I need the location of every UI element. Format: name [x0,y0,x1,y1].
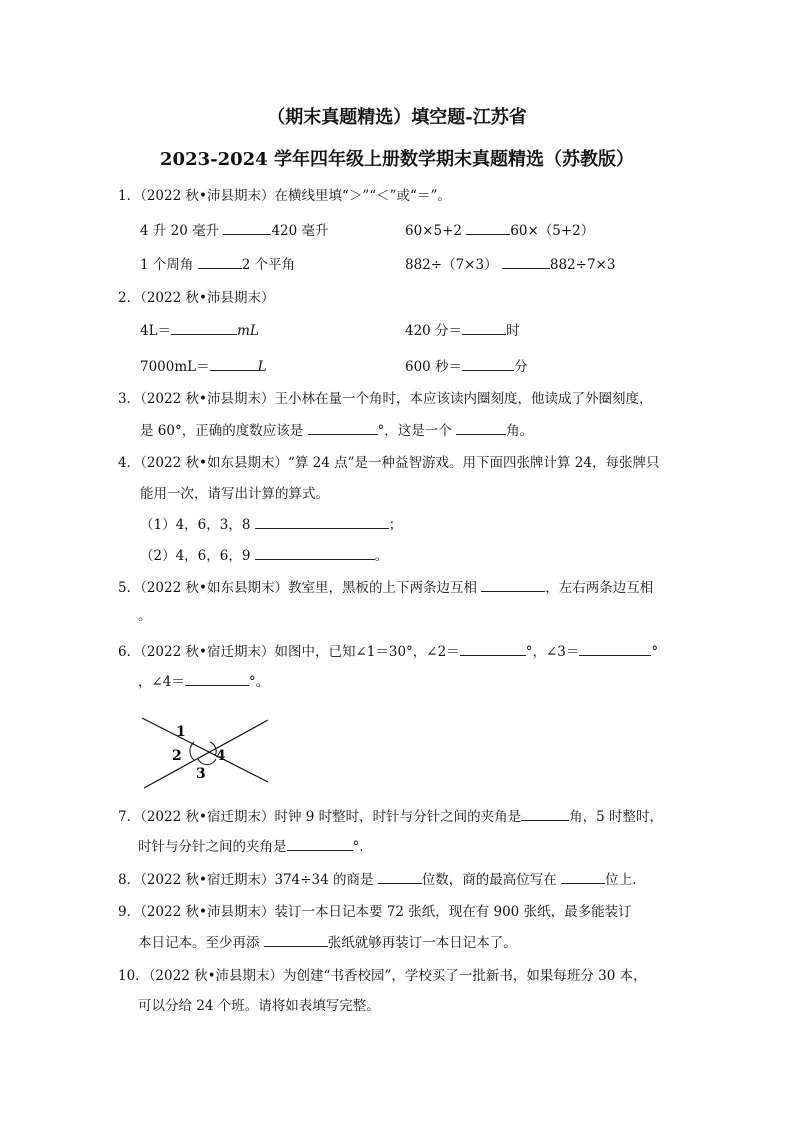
answer-blank[interactable] [462,356,514,371]
question-5-line2: 。 [138,608,152,624]
q1-item-c [140,254,295,275]
question-7-line2 [138,836,364,857]
item-text: 时 [506,323,520,339]
item-text: L [257,359,267,375]
q1-item-a [140,220,329,241]
answer-blank[interactable] [198,254,242,269]
question-number: 8． [118,872,141,888]
q4-sub-1 [140,514,402,535]
item-text: 4 升 20 毫升 [140,223,220,239]
answer-blank[interactable] [579,641,651,656]
answer-blank[interactable] [287,836,353,851]
item-text: ° [651,644,659,660]
item-text: 420 毫升 [271,223,329,239]
item-text: 时针与分针之间的夹角是 [138,839,287,855]
answer-blank[interactable] [255,545,375,560]
q2-item-d [405,356,528,377]
answer-blank[interactable] [481,577,545,592]
answer-blank[interactable] [462,320,506,335]
item-text: 位数，商的最高位写在 [421,872,557,888]
question-number: 5． [118,580,141,596]
question-4-line2: 能用一次，请写出计算的算式。 [140,486,329,502]
question-number: 2． [118,290,141,306]
question-9 [118,902,632,922]
item-text: 位上. [605,872,637,888]
item-text: 600 秒＝ [405,359,463,375]
item-text: ，左右两条边互相 [545,580,654,596]
page-title-line1: （期末真题精选）填空题-江苏省 [267,107,527,128]
question-stem: （2022 秋•沛县期末）在横线里填“＞”“＜”或“＝”。 [140,188,451,204]
answer-blank[interactable] [223,220,271,235]
angle-arc-3 [198,759,216,765]
item-text: （2）4，6，6，9 [140,548,251,564]
question-6-line2 [138,671,269,692]
item-text: 。 [374,548,389,564]
question-stem: （2022 秋•沛县期末）为创建“书香校园”，学校买了一批新书，如果每班分 30 本， [148,968,647,984]
item-text: 是 60°，正确的度数应该是 [140,423,304,439]
answer-blank[interactable] [466,220,510,235]
question-number: 1． [118,188,141,204]
item-text: 角，5 时整时， [569,809,664,825]
question-number: 3． [118,391,141,407]
question-stem: （2022 秋•沛县期末） [140,290,275,306]
item-text: °，这是一个 [377,423,452,439]
item-text: 分 [514,359,528,375]
question-number: 9． [118,904,141,920]
angle-label-4: 4 [216,748,226,764]
question-5 [118,577,653,598]
answer-blank[interactable] [171,320,237,335]
question-6 [118,641,658,662]
item-text: ，∠4＝ [138,674,185,690]
question-number: 6． [118,644,141,660]
answer-blank[interactable] [502,254,550,269]
question-stem: （2022 秋•沛县期末）王小林在量一个角时，本应该读内圈刻度，他读成了外圈刻度， [140,391,653,407]
question-10-line2: 可以分给 24 个班。请将如表填写完整。 [138,998,380,1014]
q2-item-b [405,320,520,341]
item-text: 张纸就够再装订一本日记本了。 [327,935,517,951]
item-text: 7000mL＝ [140,359,210,375]
question-number: 10． [118,968,149,984]
answer-blank[interactable] [308,420,378,435]
question-4 [118,453,660,473]
item-text: 角。 [506,423,534,439]
item-text: 60×5+2 [405,223,462,239]
question-stem: （2022 秋•沛县期末）装订一本日记本要 72 张纸，现在有 900 张纸，最多能装订 [140,904,632,920]
answer-blank[interactable] [456,420,506,435]
answer-blank[interactable] [210,356,258,371]
answer-blank[interactable] [185,671,249,686]
item-text: 1 个周角 [140,257,194,273]
question-stem: （2022 秋•宿迁期末）时钟 9 时整时，时针与分针之间的夹角是 [140,809,522,825]
q1-item-d [405,254,615,275]
question-1 [118,186,451,206]
item-text: ； [388,517,403,533]
question-stem: （2022 秋•如东县期末）“算 24 点”是一种益智游戏。用下面四张牌计算 24，每张牌只 [140,455,660,471]
q2-item-a [140,320,259,341]
question-9-line2 [138,932,517,953]
question-8 [118,869,636,890]
question-stem: （2022 秋•宿迁期末）374÷34 的商是 [140,872,374,888]
question-number: 4． [118,455,141,471]
answer-blank[interactable] [561,869,605,884]
question-3-line2 [140,420,533,441]
question-3 [118,389,652,409]
item-text: 60×（5+2） [510,223,595,239]
item-text: °. [352,839,364,855]
item-text: 4L＝ [140,323,172,339]
q4-sub-2 [140,545,388,566]
item-text: 420 分＝ [405,323,463,339]
question-7 [118,806,663,827]
question-stem: （2022 秋•宿迁期末）如图中，已知∠1＝30°，∠2＝ [140,644,460,660]
item-text: mL [237,323,259,339]
item-text: 882÷（7×3） [405,257,498,273]
item-text: （1）4，6，3，8 [140,517,251,533]
question-stem: （2022 秋•如东县期末）教室里，黑板的上下两条边互相 [140,580,477,596]
question-2 [118,288,274,308]
page-title-line2: 2023-2024 学年四年级上册数学期末真题精选（苏教版） [160,149,634,170]
angle-label-1: 1 [176,724,186,740]
question-number: 7． [118,809,141,825]
answer-blank[interactable] [378,869,422,884]
item-text: 882÷7×3 [549,257,616,273]
angle-label-3: 3 [196,766,206,782]
question-10 [118,966,647,986]
answer-blank[interactable] [255,514,389,529]
q2-item-c [140,356,267,377]
angle-label-2: 2 [172,748,182,764]
angle-figure [140,712,270,792]
item-text: 2 个平角 [241,257,296,273]
answer-blank[interactable] [460,641,526,656]
answer-blank[interactable] [264,932,328,947]
item-text: °，∠3＝ [525,644,580,660]
answer-blank[interactable] [521,806,569,821]
item-text: °。 [248,674,270,690]
q1-item-b [405,220,594,241]
line-2 [144,720,268,788]
item-text: 本日记本。至少再添 [138,935,260,951]
